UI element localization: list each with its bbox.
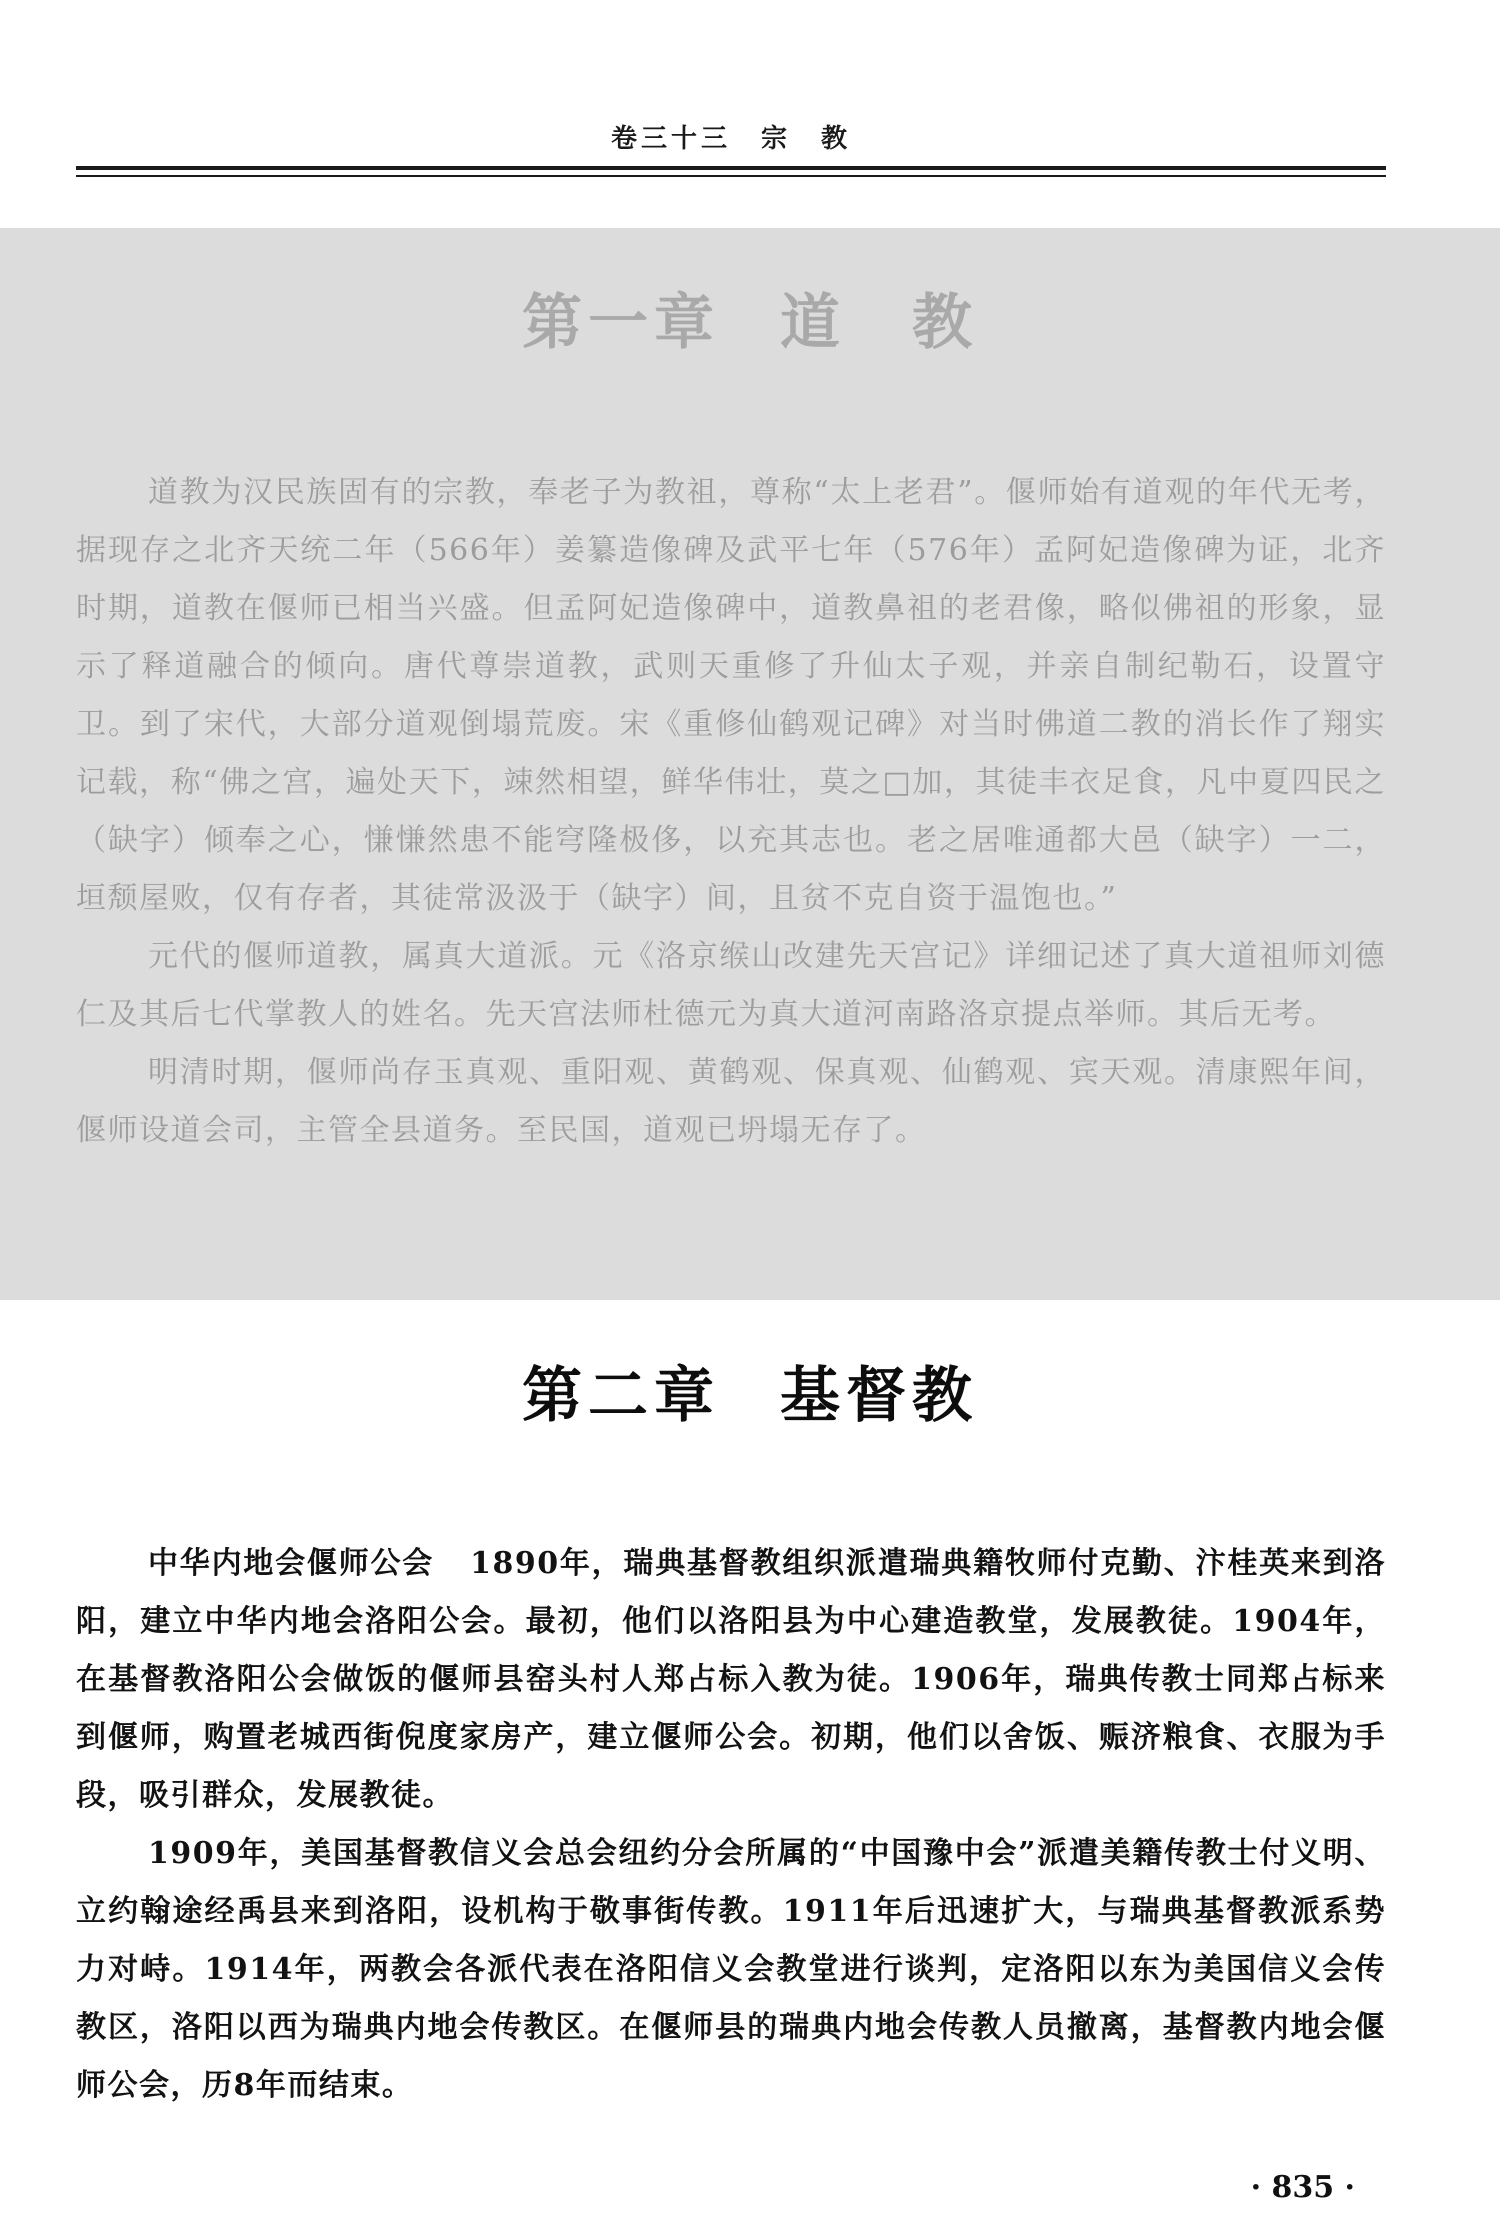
chapter1-paragraph: 明清时期，偃师尚存玉真观、重阳观、黄鹤观、保真观、仙鹤观、宾天观。清康熙年间，偃师设道会司，主管全县道务。至民国，道观已坍塌无存了。: [76, 1055, 1386, 1148]
page-number: · 835 ·: [1250, 2170, 1355, 2205]
organization-heading: 中华内地会偃师公会: [148, 1546, 435, 1581]
chapter2-number: 第二章: [522, 1361, 720, 1431]
chapter1-name: 道 教: [780, 288, 978, 358]
chapter1-body: [76, 464, 1386, 1160]
chapter1-number: 第一章: [522, 288, 720, 358]
chapter2-body: [76, 1535, 1386, 2115]
chapter1-title: [0, 275, 1500, 361]
running-header: 卷三十三 宗 教: [610, 124, 851, 154]
chapter1-paragraph: 道教为汉民族固有的宗教，奉老子为教祖，尊称“太上老君”。偃师始有道观的年代无考，据现存之北齐天统二年（566年）姜纂造像碑及武平七年（576年）孟阿妃造像碑为证，北齐时期，道教在偃师已相当兴盛。但孟阿妃造像碑中，道教鼻祖的老君像，略似佛祖的形象，显示了释道融合的倾向。唐代尊崇道教，武则天重修了升仙太子观，并亲自制纪勒石，设置守卫。到了宋代，大部分道观倒塌荒废。宋《重修仙鹤观记碑》对当时佛道二教的消长作了翔实记载，称“佛之宫，遍处天下，竦然相望，鲜华伟壮，莫之□加，其徒丰衣足食，凡中夏四民之（缺字）倾奉之心，慊慊然患不能穹隆极侈，以充其志也。老之居唯通都大邑（缺字）一二，垣颓屋败，仅有存者，其徒常汲汲于（缺字）间，且贫不克自资于温饱也。”: [76, 475, 1386, 916]
chapter1-paragraph: 元代的偃师道教，属真大道派。元《洛京缑山改建先天宫记》详细记述了真大道祖师刘德仁及其后七代掌教人的姓名。先天宫法师杜德元为真大道河南路洛京提点举师。其后无考。: [76, 939, 1386, 1032]
header-rule-thin: [76, 175, 1386, 177]
header-rule-thick: [76, 166, 1386, 170]
chapter2-title: [0, 1348, 1500, 1434]
paragraph-text: 1890年，瑞典基督教组织派遣瑞典籍牧师付克勤、汴桂英来到洛阳，建立中华内地会洛阳公会。最初，他们以洛阳县为中心建造教堂，发展教徒。1904年，在基督教洛阳公会做饭的偃师县窑头村人郑占标入教为徒。1906年，瑞典传教士同郑占标来到偃师，购置老城西街倪度家房产，建立偃师公会。初期，他们以舍饭、赈济粮食、衣服为手段，吸引群众，发展教徒。: [76, 1546, 1387, 1813]
chapter2-paragraph: [76, 1535, 1386, 1825]
chapter2-paragraph: 1909年，美国基督教信义会总会纽约分会所属的“中国豫中会”派遣美籍传教士付义明、立约翰途经禹县来到洛阳，设机构于敬事街传教。1911年后迅速扩大，与瑞典基督教派系势力对峙。1914年，两教会各派代表在洛阳信义会教堂进行谈判，定洛阳以东为美国信义会传教区，洛阳以西为瑞典内地会传教区。在偃师县的瑞典内地会传教人员撤离，基督教内地会偃师公会，历8年而结束。: [76, 1836, 1386, 2103]
chapter2-name: 基督教: [780, 1361, 978, 1431]
